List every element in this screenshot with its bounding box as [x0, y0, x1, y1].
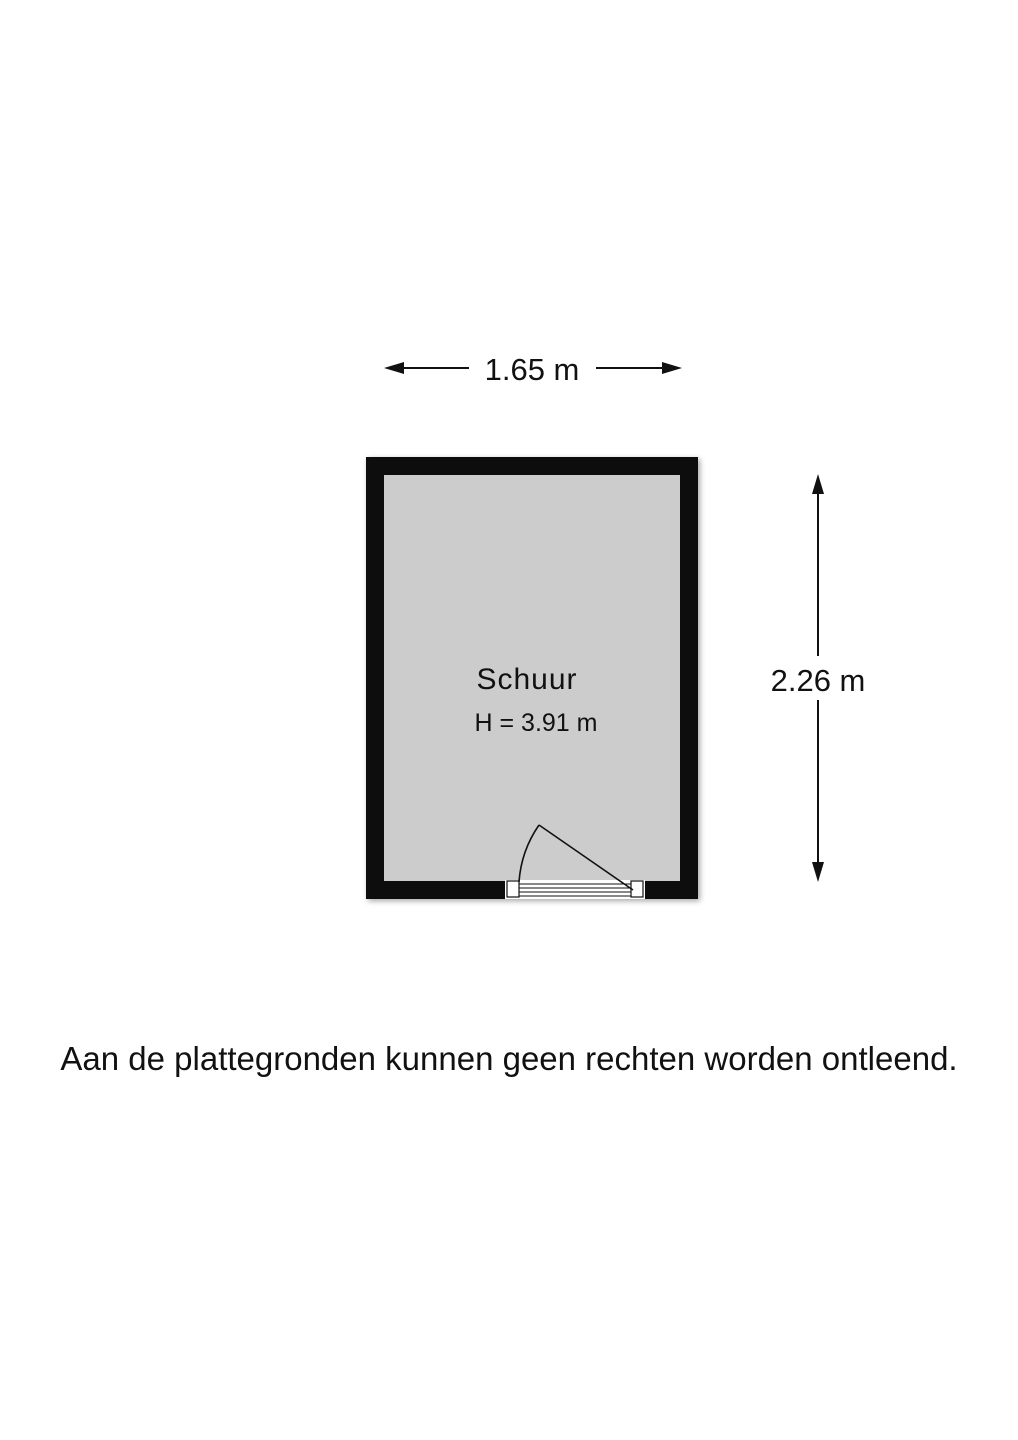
- room-height: H = 3.91 m: [474, 709, 598, 737]
- depth-label: 2.26 m: [770, 663, 866, 698]
- arrow-down-icon: [812, 862, 824, 882]
- door-frame-left: [507, 881, 519, 897]
- disclaimer-text: Aan de plattegronden kunnen geen rechten worden ontleend.: [60, 1040, 958, 1077]
- arrow-right-icon: [662, 362, 682, 374]
- room-name: Schuur: [476, 663, 578, 696]
- depth-dimension: [771, 474, 866, 882]
- arrow-left-icon: [384, 362, 404, 374]
- width-label: 1.65 m: [484, 352, 580, 387]
- arrow-up-icon: [812, 474, 824, 494]
- width-dimension: [384, 352, 682, 387]
- room-schuur: [366, 457, 698, 899]
